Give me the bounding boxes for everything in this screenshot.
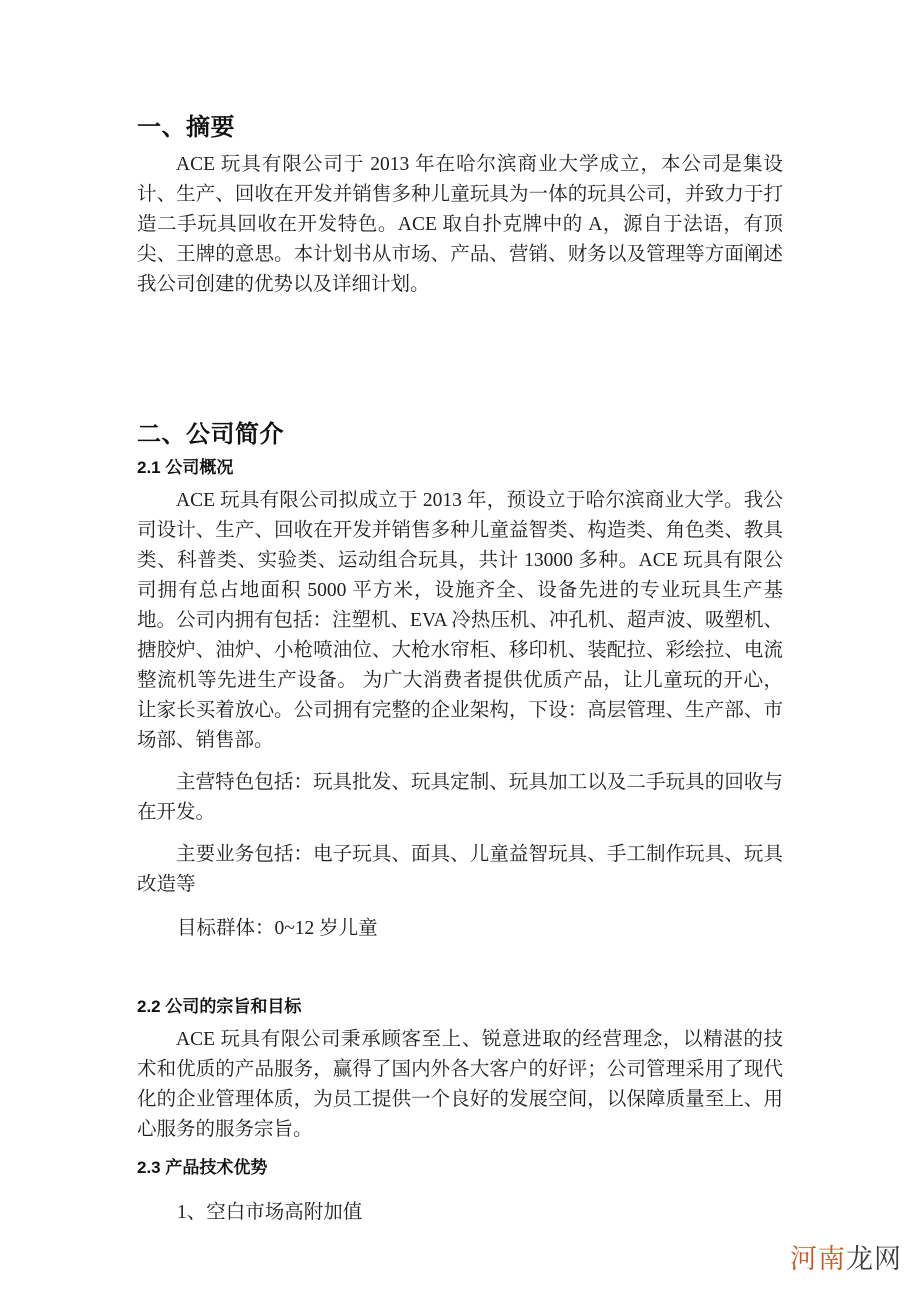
- watermark-part-one: 河南: [790, 1244, 846, 1274]
- spacer-before-features: [137, 756, 783, 768]
- list-item-advantage-1: 1、空白市场高附加值: [176, 1201, 363, 1223]
- heading-company-intro: 二、公司简介: [137, 421, 284, 448]
- heading-2-3-number: 2.3: [137, 1157, 161, 1177]
- heading-2-1-number: 2.1: [137, 458, 161, 477]
- paragraph-2-1-target-group: 目标群体：0~12 岁儿童: [176, 917, 378, 939]
- watermark-part-two: 龙网: [846, 1244, 902, 1274]
- paragraph-2-1-business: 主要业务包括：电子玩具、面具、儿童益智玩具、手工制作玩具、玩具改造等: [137, 843, 783, 895]
- heading-2-3-title: 产品技术优势: [165, 1157, 268, 1177]
- heading-2-1-title: 公司概况: [165, 458, 234, 477]
- spacer-before-business: [137, 828, 783, 840]
- paragraph-abstract: ACE 玩具有限公司于 2013 年在哈尔滨商业大学成立，本公司是集设计、生产、回收在开发并销售多种儿童玩具为一体的玩具公司，并致力于打造二手玩具回收在开发特色。ACE 取自扑克牌中的 A，源自于法语，有顶尖、王牌的意思。本计划书从市场、产品、营销、财务以及管理等方面阐述我公司创建的优势以及详细计划。: [137, 154, 783, 295]
- paragraph-2-2-mission: ACE 玩具有限公司秉承顾客至上、锐意进取的经营理念，以精湛的技术和优质的产品服务，赢得了国内外各大客户的好评；公司管理采用了现代化的企业管理体质，为员工提供一个良好的发展空间，以保障质量至上、用心服务的服务宗旨。: [137, 1028, 783, 1140]
- paragraph-2-1-features: 主营特色包括：玩具批发、玩具定制、玩具加工以及二手玩具的回收与在开发。: [137, 771, 783, 823]
- spacer-after-abstract: [137, 300, 783, 420]
- spacer-before-2-2: [137, 944, 783, 996]
- heading-2-2-number: 2.2: [137, 996, 161, 1016]
- heading-2-1: [137, 457, 783, 480]
- heading-2-2-title: 公司的宗旨和目标: [165, 996, 302, 1016]
- document-content: [137, 113, 783, 1228]
- spacer-before-advantage-list: [137, 1186, 783, 1198]
- spacer-before-2-3: [137, 1145, 783, 1157]
- heading-2-2: [137, 996, 783, 1019]
- spacer-before-target: [137, 900, 783, 914]
- paragraph-2-1-overview: ACE 玩具有限公司拟成立于 2013 年，预设立于哈尔滨商业大学。我公司设计、生产、回收在开发并销售多种儿童益智类、构造类、角色类、教具类、科普类、实验类、运动组合玩具，共计 13000 多种。ACE 玩具有限公司拥有总占地面积 5000 平方米，设施齐全、设备先进的专业玩具生产基地。公司内拥有包括：注塑机、EVA 冷热压机、冲孔机、超声波、吸塑机、搪胶炉、油炉、小枪喷油位、大枪水帘柜、移印机、装配拉、彩绘拉、电流整流机等先进生产设备。 为广大消费者提供优质产品，让儿童玩的开心，让家长买着放心。公司拥有完整的企业架构，下设：高层管理、生产部、市场部、销售部。: [137, 489, 783, 751]
- watermark: [790, 1237, 902, 1276]
- heading-2-3: [137, 1157, 783, 1180]
- heading-abstract: 一、摘要: [137, 114, 235, 141]
